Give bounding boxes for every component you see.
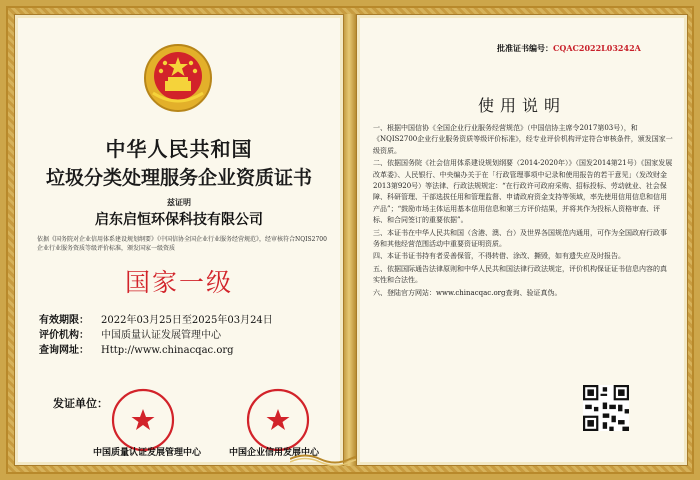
certificate-title-line1: 中华人民共和国 bbox=[105, 137, 253, 161]
validity-value: 2022年03月25日至2025年03月24日 bbox=[101, 315, 273, 326]
issuer-label: 发证单位： bbox=[53, 397, 108, 410]
agency-row bbox=[39, 328, 273, 343]
usage-instructions-list bbox=[373, 123, 673, 300]
usage-instructions-title: 使用说明 bbox=[477, 96, 566, 115]
instruction-item: 二、依据国务院《社会信用体系建设规划纲要（2014-2020年）》（国发2014第21号）《国家发展改革委》、人民银行、中央编办关于在「行政管理事项中记录和使用报告的若干意见」（发改财金2013第920号）等法律、行政法规规定：“在行政许可政府采购、招标投标、劳动就业、社会保障、科研管理、干部选拔任用和管理监督、申请政府资金支持等领域，率先使用信用信息和信用产品”；“鼓励市场主体运用基本信用信息和第三方评价结果，并将其作为投标人资格审查、评标、和合同签订的重要依据”。 bbox=[373, 159, 673, 225]
cert-number-label: 批准证书编号： bbox=[497, 43, 553, 53]
certificate-description: 依据《国务院对企业信用体系建设规划纲要》《中国信协全国企业行业服务经营规范》，经审核符合NQIS2700企业行业服务资质等级评价标准，颁发国家一级资质 bbox=[37, 236, 327, 252]
instruction-item: 五、依据国际通告法律原则和中华人民共和国法律行政法规定，评价机构保证证书信息内容的真实性和合法性。 bbox=[373, 264, 667, 285]
cert-number-value: CQAC2022L03242A bbox=[553, 43, 641, 53]
instruction-item: 四、本证书证书持有者妥善保管，不得转借、涂改、撕毁，如有遗失应及时报告。 bbox=[373, 252, 625, 261]
qr-code-icon[interactable] bbox=[583, 385, 629, 431]
certificate-info bbox=[39, 313, 273, 358]
left-page bbox=[14, 14, 344, 466]
right-page bbox=[356, 14, 688, 466]
grade-level: 国家一级 bbox=[124, 268, 233, 297]
website-value: Http://www.chinacqac.org bbox=[101, 345, 234, 356]
website-label: 查询网址： bbox=[39, 345, 89, 356]
instruction-item: 六、登陆官方网站：www.chinacqac.org查询、验证真伪。 bbox=[373, 288, 562, 297]
agency-label: 评价机构： bbox=[39, 330, 89, 341]
instruction-item: 三、本证书在中华人民共和国（含港、澳、台）及世界各国规范内通用，可作为全国政府行政事务和其他经营范围活动中重要资证明资质。 bbox=[373, 228, 667, 249]
instruction-item: 一、根据中国信协《全国企业行业服务经营规范》（中国信协主席令2017第03号），和《NQIS2700企业行业服务资质等级评价标准》，经专业评价机构评定符合审核条件，颁发国家一级资质。 bbox=[373, 124, 673, 155]
certificate-number bbox=[497, 43, 641, 54]
agency-value: 中国质量认证发展管理中心 bbox=[101, 330, 221, 341]
red-seal-icon bbox=[245, 387, 311, 453]
red-seal-icon bbox=[110, 387, 176, 453]
certificate-spine bbox=[342, 14, 356, 466]
validity-row bbox=[39, 313, 273, 328]
national-emblem-icon bbox=[143, 43, 213, 113]
proves-label: 兹证明 bbox=[167, 197, 191, 207]
company-name: 启东启恒环保科技有限公司 bbox=[95, 212, 263, 228]
certificate-title-line2: 垃圾分类处理服务企业资质证书 bbox=[45, 167, 312, 189]
issuer-org-2: 中国企业信用发展中心 bbox=[229, 448, 320, 458]
issuer-org-1: 中国质量认证发展管理中心 bbox=[93, 448, 202, 458]
validity-label: 有效期限： bbox=[39, 315, 89, 326]
website-row bbox=[39, 343, 273, 358]
